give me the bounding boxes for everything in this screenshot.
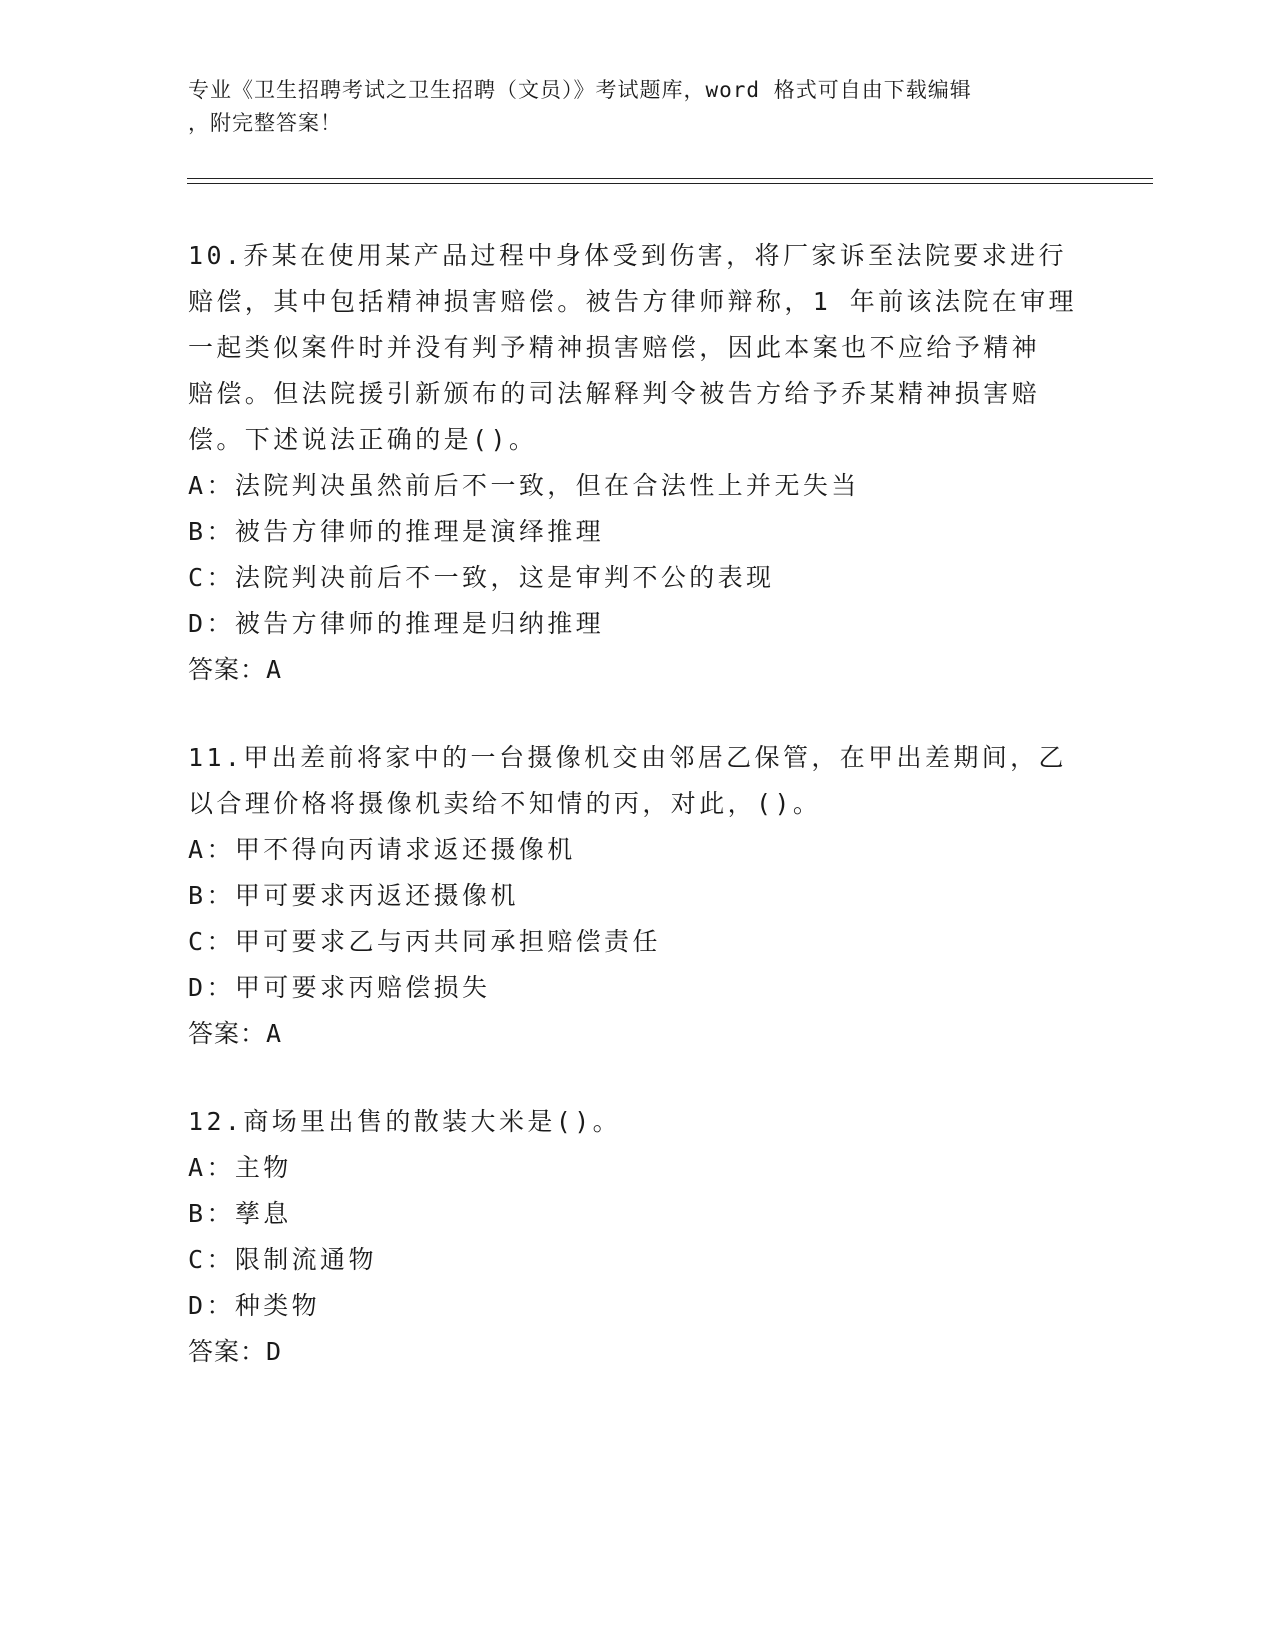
question-text-line: 11.甲出差前将家中的一台摄像机交由邻居乙保管，在甲出差期间，乙 bbox=[188, 743, 1067, 772]
question-text-line: 以合理价格将摄像机卖给不知情的丙，对此，()。 bbox=[188, 789, 822, 818]
question-text-line: 偿。下述说法正确的是()。 bbox=[188, 425, 538, 454]
question-text-line: 赔偿，其中包括精神损害赔偿。被告方律师辩称，1 年前该法院在审理 bbox=[188, 287, 1077, 316]
question-text-line: 10.乔某在使用某产品过程中身体受到伤害，将厂家诉至法院要求进行 bbox=[188, 241, 1067, 270]
question-10 bbox=[188, 233, 1088, 693]
document-header bbox=[188, 74, 1088, 140]
answer-value: D bbox=[266, 1337, 283, 1366]
question-12 bbox=[188, 1099, 1088, 1375]
option-a: A：主物 bbox=[188, 1153, 292, 1182]
option-c: C：法院判决前后不一致，这是审判不公的表现 bbox=[188, 563, 775, 592]
option-d: D：被告方律师的推理是归纳推理 bbox=[188, 609, 605, 638]
option-a: A：法院判决虽然前后不一致，但在合法性上并无失当 bbox=[188, 471, 860, 500]
header-line-2: ，附完整答案！ bbox=[188, 111, 342, 135]
option-b: B：孳息 bbox=[188, 1199, 292, 1228]
option-d: D：甲可要求丙赔偿损失 bbox=[188, 973, 491, 1002]
answer-label: 答案： bbox=[188, 1337, 267, 1366]
option-b: B：被告方律师的推理是演绎推理 bbox=[188, 517, 605, 546]
option-b: B：甲可要求丙返还摄像机 bbox=[188, 881, 519, 910]
question-text-line: 赔偿。但法院援引新颁布的司法解释判令被告方给予乔某精神损害赔 bbox=[188, 379, 1041, 408]
option-c: C：限制流通物 bbox=[188, 1245, 377, 1274]
answer-line bbox=[188, 647, 1088, 693]
question-text-line: 一起类似案件时并没有判予精神损害赔偿，因此本案也不应给予精神 bbox=[188, 333, 1041, 362]
answer-label: 答案： bbox=[188, 1019, 267, 1048]
question-11 bbox=[188, 735, 1088, 1057]
answer-label: 答案： bbox=[188, 655, 267, 684]
option-a: A：甲不得向丙请求返还摄像机 bbox=[188, 835, 576, 864]
question-text-line: 12.商场里出售的散装大米是()。 bbox=[188, 1107, 622, 1136]
option-c: C：甲可要求乙与丙共同承担赔偿责任 bbox=[188, 927, 661, 956]
header-divider-top bbox=[187, 178, 1153, 179]
header-divider-bottom bbox=[187, 183, 1153, 184]
answer-line bbox=[188, 1011, 1088, 1057]
answer-line bbox=[188, 1329, 1088, 1375]
option-d: D：种类物 bbox=[188, 1291, 321, 1320]
answer-value: A bbox=[266, 655, 283, 684]
header-line-1: 专业《卫生招聘考试之卫生招聘（文员）》考试题库，word 格式可自由下载编辑 bbox=[188, 78, 972, 102]
answer-value: A bbox=[266, 1019, 283, 1048]
